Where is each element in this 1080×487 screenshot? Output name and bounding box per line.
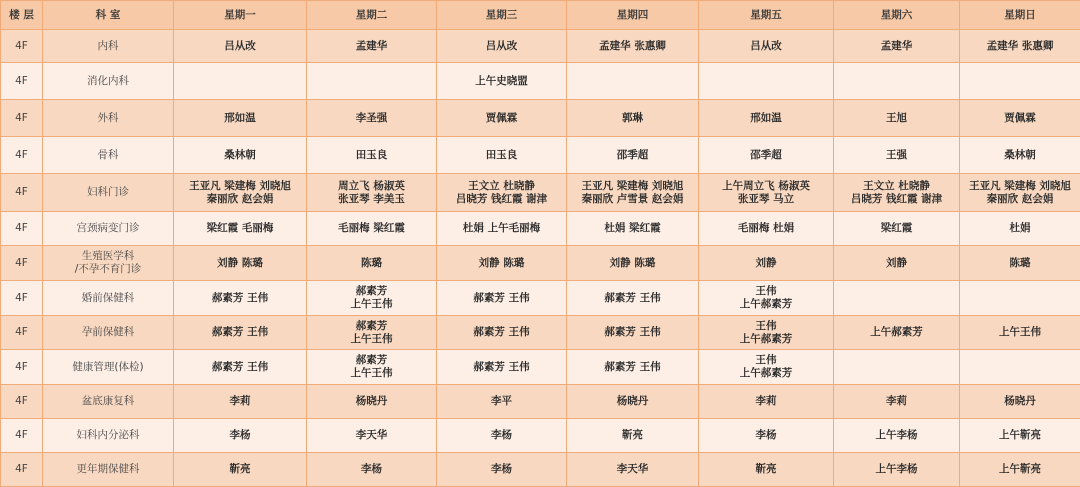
- doctor-names: 上午王伟: [962, 326, 1078, 339]
- doctor-names: 陈璐: [962, 257, 1078, 270]
- department-name: 消化内科: [45, 75, 171, 88]
- doctor-names: 毛丽梅 梁红霞: [309, 222, 434, 235]
- department-cell: [43, 30, 174, 63]
- doctor-names: 郝素芳 王伟: [176, 326, 304, 339]
- doctor-names: 梁红霞: [836, 222, 957, 235]
- doctor-names: 郝素芳: [309, 320, 434, 333]
- doctor-names: 王伟: [701, 354, 831, 367]
- doctor-names: 杜娟: [962, 222, 1078, 235]
- doctor-cell-saturday: [834, 212, 960, 246]
- doctor-cell-monday: [174, 137, 307, 174]
- doctor-names: 上午王伟: [309, 367, 434, 380]
- doctor-cell-saturday: [834, 30, 960, 63]
- doctor-names: 王旭: [836, 112, 957, 125]
- doctor-cell-saturday: [834, 453, 960, 487]
- department-name: 婚前保健科: [45, 292, 171, 305]
- header-department: 科 室: [43, 1, 174, 30]
- header-thursday: 星期四: [567, 1, 699, 30]
- doctor-names: 桑林朝: [962, 149, 1078, 162]
- doctor-cell-wednesday: [437, 63, 567, 100]
- doctor-names: 周立飞 杨淑英: [309, 180, 434, 193]
- doctor-names: 王亚凡 梁建梅 刘晓旭: [176, 180, 304, 193]
- doctor-names: 靳亮: [569, 429, 696, 442]
- doctor-cell-thursday: [567, 100, 699, 137]
- header-floor: 楼 层: [1, 1, 43, 30]
- doctor-cell-monday: [174, 174, 307, 212]
- floor-cell: 4F: [1, 174, 43, 212]
- doctor-names: 田玉良: [309, 149, 434, 162]
- doctor-names: 张亚琴 李美玉: [309, 193, 434, 206]
- doctor-names: 孟建华: [836, 40, 957, 53]
- doctor-cell-friday: [699, 212, 834, 246]
- table-row: [1, 212, 1080, 246]
- doctor-names: 上午李杨: [836, 429, 957, 442]
- department-name: 更年期保健科: [45, 463, 171, 476]
- doctor-names: 李杨: [309, 463, 434, 476]
- department-cell: [43, 174, 174, 212]
- doctor-names: 郝素芳 王伟: [439, 326, 564, 339]
- doctor-names: 李杨: [176, 429, 304, 442]
- table-row: [1, 316, 1080, 350]
- doctor-cell-monday: [174, 63, 307, 100]
- doctor-names: 李莉: [701, 395, 831, 408]
- department-cell: [43, 281, 174, 316]
- doctor-cell-friday: [699, 350, 834, 385]
- doctor-cell-tuesday: [307, 212, 437, 246]
- doctor-cell-sunday: [960, 174, 1080, 212]
- doctor-names: 郝素芳 王伟: [176, 361, 304, 374]
- doctor-names: 刘静 陈璐: [176, 257, 304, 270]
- doctor-cell-sunday: [960, 350, 1080, 385]
- doctor-cell-monday: [174, 350, 307, 385]
- doctor-cell-sunday: [960, 281, 1080, 316]
- doctor-cell-saturday: [834, 63, 960, 100]
- doctor-names: 刘静: [701, 257, 831, 270]
- doctor-cell-tuesday: [307, 30, 437, 63]
- doctor-names: 邢如温: [701, 112, 831, 125]
- doctor-names: 郝素芳: [309, 285, 434, 298]
- doctor-cell-tuesday: [307, 137, 437, 174]
- doctor-cell-thursday: [567, 137, 699, 174]
- doctor-names: 靳亮: [176, 463, 304, 476]
- doctor-cell-tuesday: [307, 316, 437, 350]
- doctor-names: 郝素芳 王伟: [569, 361, 696, 374]
- doctor-cell-wednesday: [437, 30, 567, 63]
- doctor-cell-saturday: [834, 419, 960, 453]
- doctor-names: 王文立 杜晓静: [836, 180, 957, 193]
- floor-cell: 4F: [1, 350, 43, 385]
- doctor-names: 王文立 杜晓静: [439, 180, 564, 193]
- doctor-cell-wednesday: [437, 316, 567, 350]
- table-row: [1, 419, 1080, 453]
- doctor-names: 吕晓芳 钱红霞 谢津: [836, 193, 957, 206]
- doctor-names: 上午李杨: [836, 463, 957, 476]
- doctor-cell-monday: [174, 100, 307, 137]
- doctor-names: 上午靳亮: [962, 463, 1078, 476]
- doctor-cell-wednesday: [437, 100, 567, 137]
- table-row: [1, 385, 1080, 419]
- department-cell: [43, 350, 174, 385]
- doctor-cell-friday: [699, 419, 834, 453]
- doctor-names: 刘静: [836, 257, 957, 270]
- table-row: [1, 281, 1080, 316]
- doctor-cell-tuesday: [307, 100, 437, 137]
- doctor-names: 邢如温: [176, 112, 304, 125]
- doctor-cell-friday: [699, 316, 834, 350]
- table-row: [1, 453, 1080, 487]
- department-cell: [43, 246, 174, 281]
- table-row: [1, 350, 1080, 385]
- doctor-names: 吕晓芳 钱红霞 谢津: [439, 193, 564, 206]
- doctor-names: 李圣强: [309, 112, 434, 125]
- doctor-names: 秦丽欣 赵会娟: [176, 193, 304, 206]
- doctor-cell-saturday: [834, 350, 960, 385]
- floor-cell: 4F: [1, 246, 43, 281]
- doctor-names: 王亚凡 梁建梅 刘晓旭: [962, 180, 1078, 193]
- department-name: 外科: [45, 112, 171, 125]
- header-friday: 星期五: [699, 1, 834, 30]
- doctor-names: 贾佩霖: [439, 112, 564, 125]
- table-row: [1, 137, 1080, 174]
- doctor-cell-wednesday: [437, 281, 567, 316]
- doctor-names: 秦丽欣 赵会娟: [962, 193, 1078, 206]
- department-cell: [43, 419, 174, 453]
- doctor-cell-monday: [174, 246, 307, 281]
- doctor-names: 桑林朝: [176, 149, 304, 162]
- doctor-names: 李杨: [701, 429, 831, 442]
- doctor-cell-monday: [174, 281, 307, 316]
- doctor-cell-thursday: [567, 63, 699, 100]
- department-name: 妇科门诊: [45, 186, 171, 199]
- doctor-names: 郝素芳 王伟: [569, 292, 696, 305]
- doctor-names: 李莉: [836, 395, 957, 408]
- doctor-cell-sunday: [960, 419, 1080, 453]
- doctor-cell-tuesday: [307, 419, 437, 453]
- floor-cell: 4F: [1, 30, 43, 63]
- doctor-cell-saturday: [834, 100, 960, 137]
- doctor-names: 杜娟 上午毛丽梅: [439, 222, 564, 235]
- doctor-names: 郝素芳 王伟: [569, 326, 696, 339]
- department-name: 妇科内分泌科: [45, 429, 171, 442]
- header-saturday: 星期六: [834, 1, 960, 30]
- doctor-cell-monday: [174, 385, 307, 419]
- doctor-cell-sunday: [960, 246, 1080, 281]
- doctor-cell-friday: [699, 174, 834, 212]
- doctor-names: 孟建华 张惠卿: [962, 40, 1078, 53]
- doctor-names: 上午郝素芳: [701, 333, 831, 346]
- department-cell: [43, 385, 174, 419]
- header-tuesday: 星期二: [307, 1, 437, 30]
- doctor-names: 梁红霞 毛丽梅: [176, 222, 304, 235]
- doctor-cell-saturday: [834, 316, 960, 350]
- floor-cell: 4F: [1, 419, 43, 453]
- doctor-cell-wednesday: [437, 350, 567, 385]
- doctor-cell-thursday: [567, 316, 699, 350]
- doctor-names: 郭琳: [569, 112, 696, 125]
- doctor-cell-sunday: [960, 63, 1080, 100]
- doctor-names: 上午王伟: [309, 333, 434, 346]
- header-sunday: 星期日: [960, 1, 1080, 30]
- table-row: [1, 246, 1080, 281]
- doctor-cell-saturday: [834, 246, 960, 281]
- doctor-cell-tuesday: [307, 174, 437, 212]
- floor-cell: 4F: [1, 100, 43, 137]
- doctor-cell-wednesday: [437, 453, 567, 487]
- table-row: [1, 100, 1080, 137]
- header-monday: 星期一: [174, 1, 307, 30]
- doctor-cell-tuesday: [307, 453, 437, 487]
- doctor-cell-tuesday: [307, 246, 437, 281]
- doctor-names: 上午靳亮: [962, 429, 1078, 442]
- doctor-names: 贾佩霖: [962, 112, 1078, 125]
- department-cell: [43, 100, 174, 137]
- doctor-cell-sunday: [960, 30, 1080, 63]
- doctor-names: 李天华: [569, 463, 696, 476]
- doctor-names: 王伟: [701, 285, 831, 298]
- department-cell: [43, 63, 174, 100]
- doctor-names: 王强: [836, 149, 957, 162]
- doctor-cell-sunday: [960, 316, 1080, 350]
- department-cell: [43, 212, 174, 246]
- doctor-cell-sunday: [960, 137, 1080, 174]
- doctor-cell-saturday: [834, 137, 960, 174]
- doctor-cell-saturday: [834, 174, 960, 212]
- doctor-names: 上午郝素芳: [701, 367, 831, 380]
- doctor-names: 邵季超: [701, 149, 831, 162]
- department-name: 盆底康复科: [45, 395, 171, 408]
- doctor-cell-wednesday: [437, 137, 567, 174]
- doctor-names: 王伟: [701, 320, 831, 333]
- doctor-names: 李杨: [439, 429, 564, 442]
- doctor-cell-friday: [699, 281, 834, 316]
- doctor-cell-sunday: [960, 453, 1080, 487]
- doctor-names: 邵季超: [569, 149, 696, 162]
- doctor-names: 杨晓丹: [962, 395, 1078, 408]
- doctor-cell-thursday: [567, 419, 699, 453]
- table-row: [1, 30, 1080, 63]
- doctor-names: 孟建华: [309, 40, 434, 53]
- doctor-cell-thursday: [567, 385, 699, 419]
- doctor-names: 李莉: [176, 395, 304, 408]
- floor-cell: 4F: [1, 281, 43, 316]
- doctor-names: 刘静 陈璐: [439, 257, 564, 270]
- doctor-cell-friday: [699, 246, 834, 281]
- table-row: [1, 63, 1080, 100]
- doctor-cell-sunday: [960, 100, 1080, 137]
- doctor-names: 秦丽欣 卢雪景 赵会娟: [569, 193, 696, 206]
- department-name: 生殖医学科: [45, 250, 171, 263]
- doctor-cell-saturday: [834, 385, 960, 419]
- doctor-names: 郝素芳 王伟: [439, 292, 564, 305]
- doctor-names: 杨晓丹: [309, 395, 434, 408]
- department-name: /不孕不育门诊: [45, 263, 171, 276]
- doctor-names: 吕从改: [701, 40, 831, 53]
- department-cell: [43, 137, 174, 174]
- doctor-cell-friday: [699, 453, 834, 487]
- header-wednesday: 星期三: [437, 1, 567, 30]
- doctor-names: 吕从改: [439, 40, 564, 53]
- floor-cell: 4F: [1, 385, 43, 419]
- doctor-cell-thursday: [567, 174, 699, 212]
- department-name: 骨科: [45, 149, 171, 162]
- floor-cell: 4F: [1, 453, 43, 487]
- doctor-names: 郝素芳: [309, 354, 434, 367]
- doctor-cell-monday: [174, 30, 307, 63]
- doctor-cell-friday: [699, 30, 834, 63]
- doctor-cell-thursday: [567, 350, 699, 385]
- doctor-cell-thursday: [567, 246, 699, 281]
- doctor-names: 上午王伟: [309, 298, 434, 311]
- doctor-cell-friday: [699, 137, 834, 174]
- floor-cell: 4F: [1, 137, 43, 174]
- doctor-names: 吕从改: [176, 40, 304, 53]
- doctor-names: 李杨: [439, 463, 564, 476]
- doctor-names: 杜娟 梁红霞: [569, 222, 696, 235]
- table-row: [1, 174, 1080, 212]
- doctor-cell-wednesday: [437, 419, 567, 453]
- doctor-cell-thursday: [567, 212, 699, 246]
- department-name: 孕前保健科: [45, 326, 171, 339]
- doctor-names: 上午史晓盟: [439, 75, 564, 88]
- department-cell: [43, 316, 174, 350]
- doctor-names: 上午郝素芳: [701, 298, 831, 311]
- doctor-cell-wednesday: [437, 212, 567, 246]
- doctor-cell-thursday: [567, 281, 699, 316]
- doctor-cell-thursday: [567, 453, 699, 487]
- doctor-cell-wednesday: [437, 246, 567, 281]
- doctor-cell-monday: [174, 419, 307, 453]
- doctor-names: 上午周立飞 杨淑英: [701, 180, 831, 193]
- doctor-names: 毛丽梅 杜娟: [701, 222, 831, 235]
- doctor-cell-thursday: [567, 30, 699, 63]
- doctor-cell-monday: [174, 316, 307, 350]
- doctor-cell-friday: [699, 100, 834, 137]
- floor-cell: 4F: [1, 316, 43, 350]
- doctor-cell-friday: [699, 385, 834, 419]
- doctor-cell-sunday: [960, 385, 1080, 419]
- doctor-cell-wednesday: [437, 174, 567, 212]
- doctor-cell-tuesday: [307, 350, 437, 385]
- doctor-names: 杨晓丹: [569, 395, 696, 408]
- doctor-names: 张亚琴 马立: [701, 193, 831, 206]
- doctor-names: 王亚凡 梁建梅 刘晓旭: [569, 180, 696, 193]
- header-row: [1, 1, 1080, 30]
- doctor-names: 田玉良: [439, 149, 564, 162]
- floor-cell: 4F: [1, 63, 43, 100]
- doctor-names: 陈璐: [309, 257, 434, 270]
- doctor-names: 刘静 陈璐: [569, 257, 696, 270]
- schedule-body: [1, 30, 1080, 487]
- floor-cell: 4F: [1, 212, 43, 246]
- doctor-names: 李平: [439, 395, 564, 408]
- department-name: 健康管理(体检): [45, 361, 171, 374]
- doctor-cell-monday: [174, 212, 307, 246]
- doctor-names: 上午郝素芳: [836, 326, 957, 339]
- doctor-cell-sunday: [960, 212, 1080, 246]
- doctor-names: 靳亮: [701, 463, 831, 476]
- department-cell: [43, 453, 174, 487]
- doctor-names: 郝素芳 王伟: [439, 361, 564, 374]
- doctor-names: 孟建华 张惠卿: [569, 40, 696, 53]
- doctor-names: 郝素芳 王伟: [176, 292, 304, 305]
- doctor-cell-friday: [699, 63, 834, 100]
- doctor-cell-monday: [174, 453, 307, 487]
- doctor-cell-tuesday: [307, 281, 437, 316]
- department-name: 内科: [45, 40, 171, 53]
- doctor-names: 李天华: [309, 429, 434, 442]
- doctor-cell-saturday: [834, 281, 960, 316]
- schedule-header: [1, 1, 1080, 30]
- doctor-cell-tuesday: [307, 63, 437, 100]
- doctor-cell-wednesday: [437, 385, 567, 419]
- department-name: 宫颈病变门诊: [45, 222, 171, 235]
- doctor-cell-tuesday: [307, 385, 437, 419]
